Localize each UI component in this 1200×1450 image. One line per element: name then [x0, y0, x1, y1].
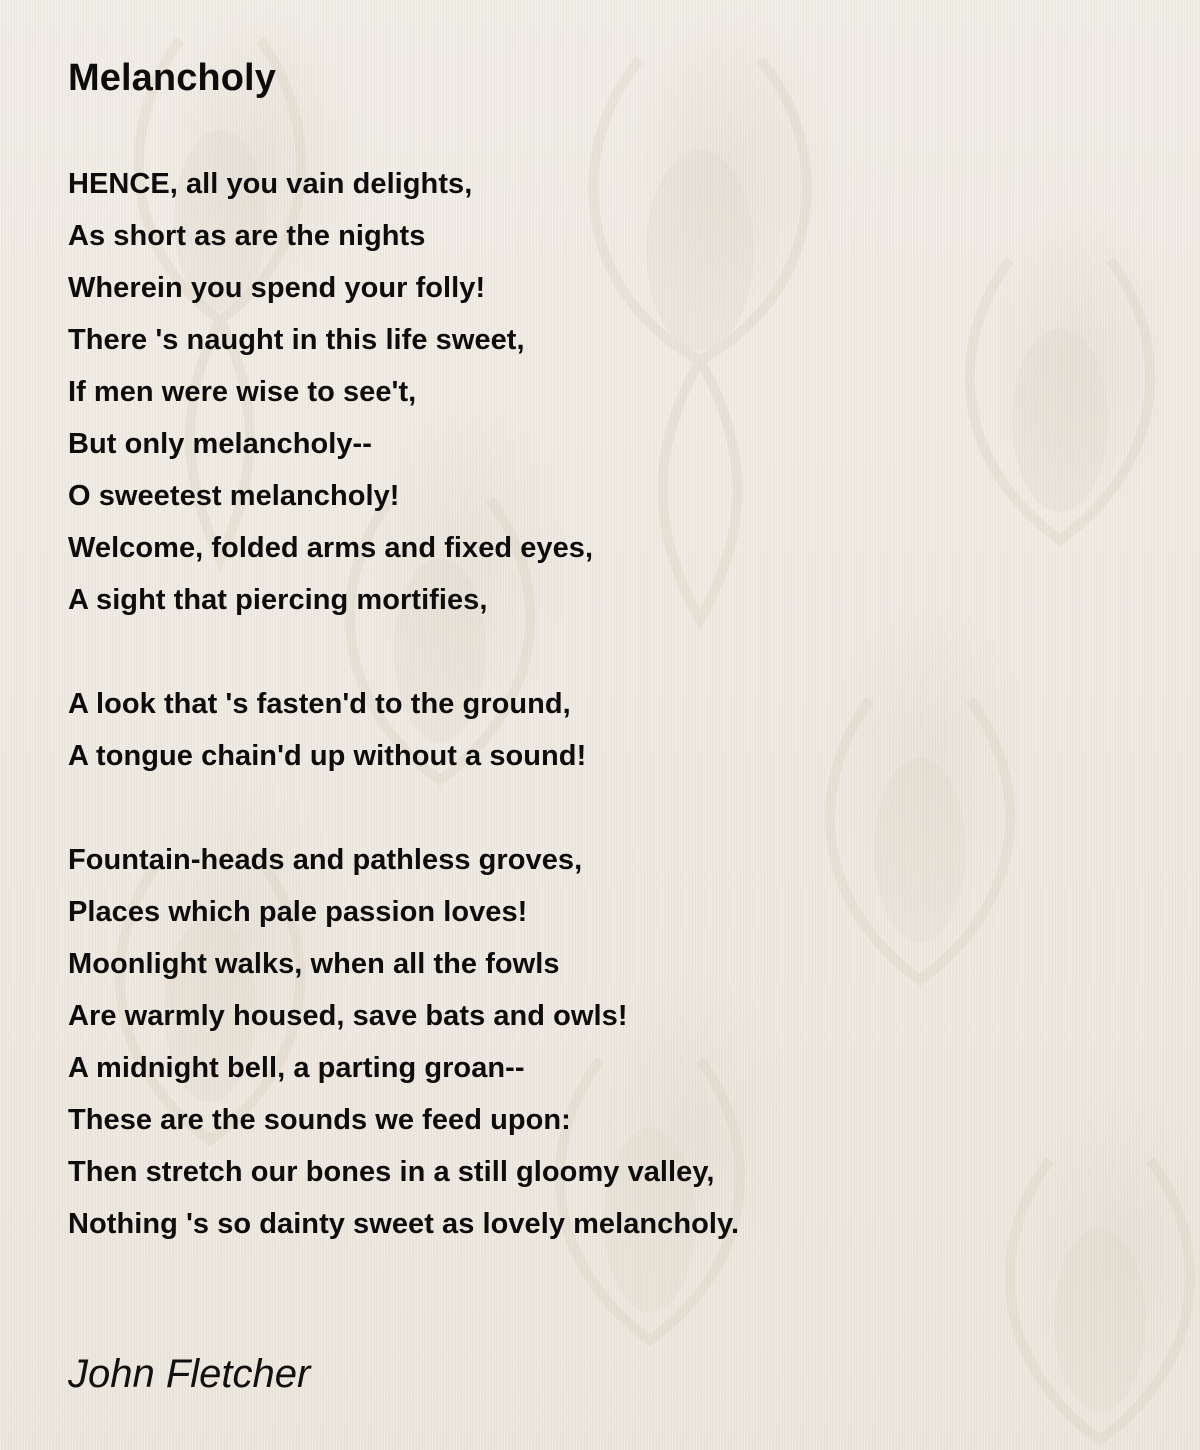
poem-line: Wherein you spend your folly! [68, 272, 486, 304]
poem-line: Nothing 's so dainty sweet as lovely melancholy. [68, 1208, 740, 1240]
poem-line: A tongue chain'd up without a sound! [68, 740, 587, 772]
poem-line: Welcome, folded arms and fixed eyes, [68, 532, 594, 564]
poem-line: Places which pale passion loves! [68, 896, 528, 928]
poem-line: Are warmly housed, save bats and owls! [68, 1000, 628, 1032]
poem-author: John Fletcher [68, 1352, 311, 1396]
poem-title: Melancholy [68, 57, 276, 99]
poem-line: There 's naught in this life sweet, [68, 324, 525, 356]
poem-line: If men were wise to see't, [68, 376, 417, 408]
poem-line: A midnight bell, a parting groan-- [68, 1052, 525, 1084]
poem-line: These are the sounds we feed upon: [68, 1104, 571, 1136]
stanza-spacer [68, 626, 1128, 678]
poem-line: A look that 's fasten'd to the ground, [68, 688, 571, 720]
poem-line: Fountain-heads and pathless groves, [68, 844, 583, 876]
poem-page-content [68, 54, 1128, 1250]
stanza-spacer [68, 782, 1128, 834]
poem-line: As short as are the nights [68, 220, 426, 252]
poem-line: A sight that piercing mortifies, [68, 584, 488, 616]
poem-line: Then stretch our bones in a still gloomy valley, [68, 1156, 715, 1188]
poem-line: But only melancholy-- [68, 428, 372, 460]
poem-line: HENCE, all you vain delights, [68, 168, 473, 200]
poem-body [68, 158, 1128, 1250]
poem-line: Moonlight walks, when all the fowls [68, 948, 560, 980]
poem-line: O sweetest melancholy! [68, 480, 400, 512]
